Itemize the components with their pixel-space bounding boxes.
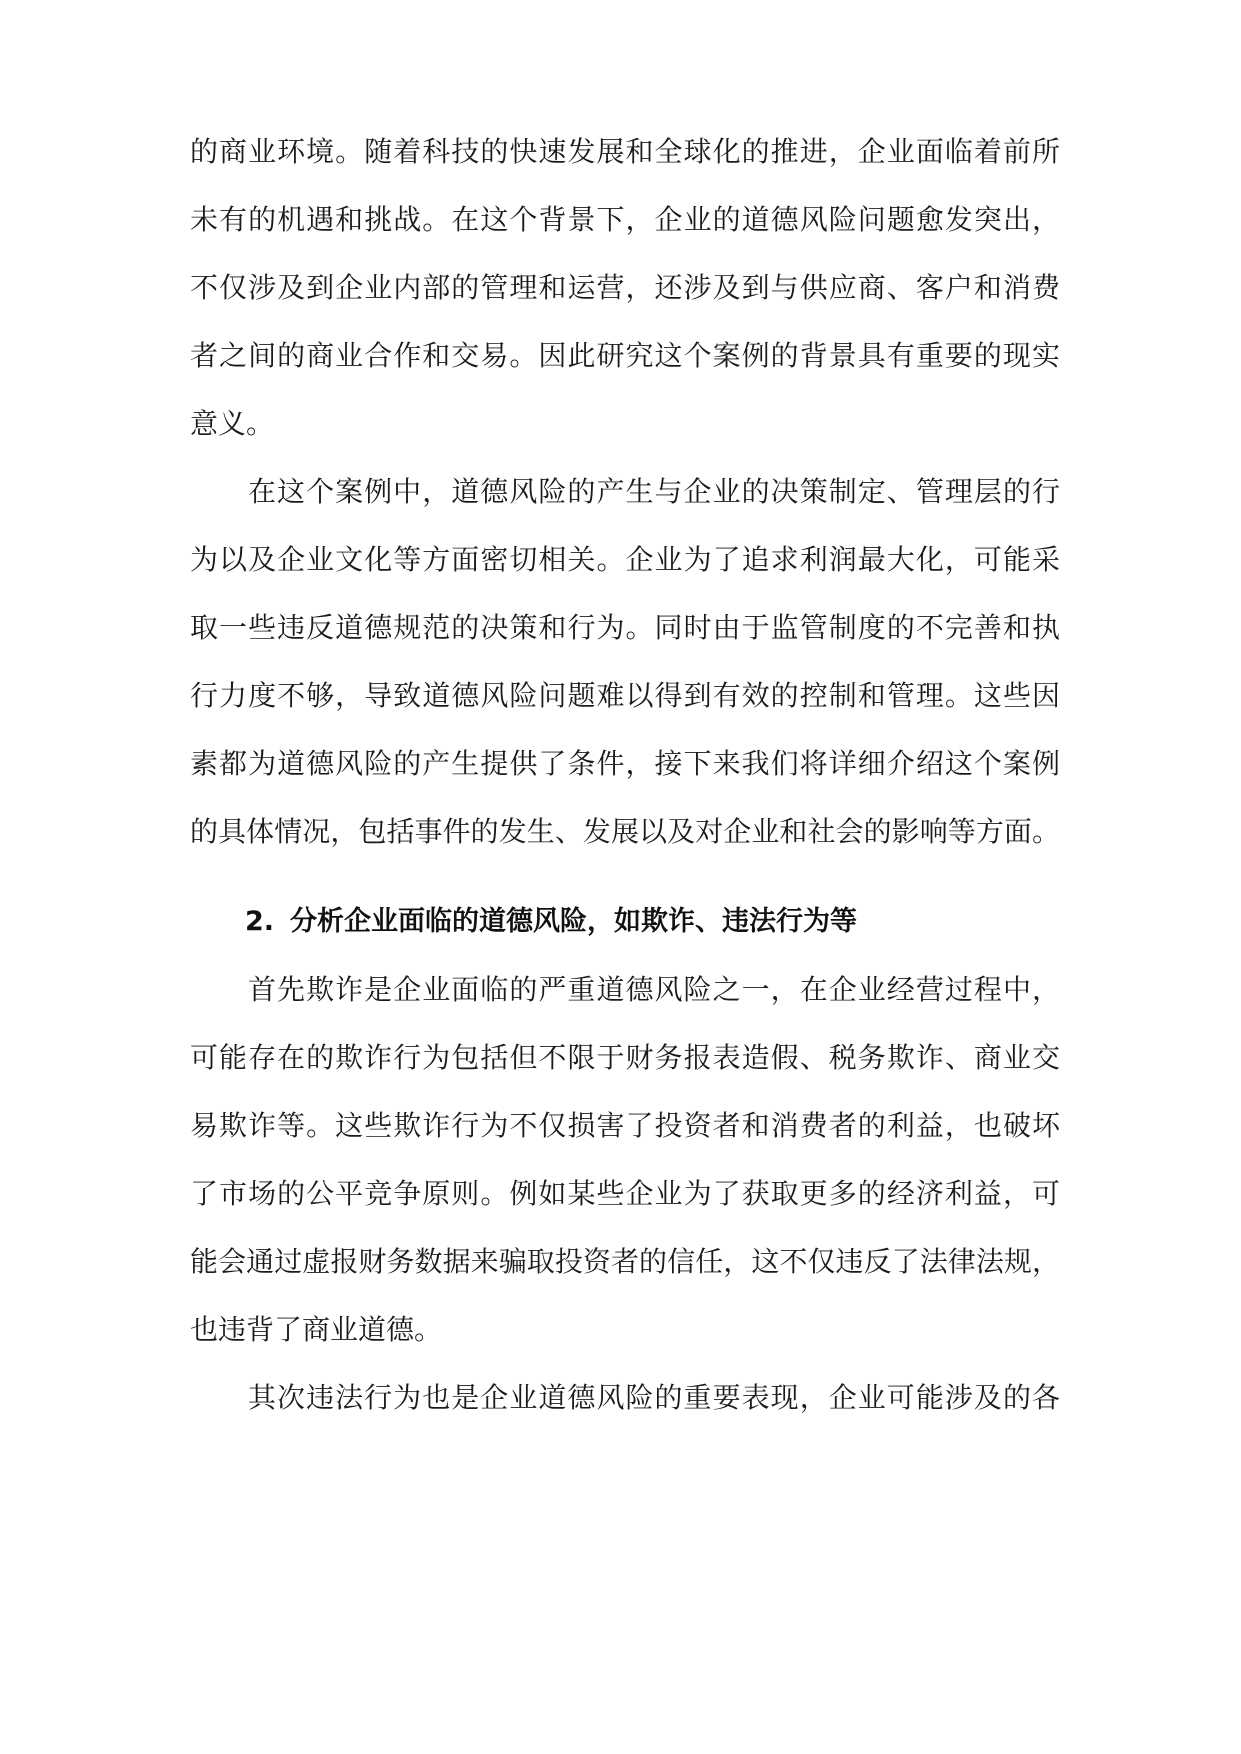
paragraph-3-line-2: 可能存在的欺诈行为包括但不限于财务报表造假、税务欺诈、商业交 bbox=[190, 1041, 1060, 1074]
paragraph-3-line-1: 首先欺诈是企业面临的严重道德风险之一，在企业经营过程中， bbox=[248, 973, 1060, 1006]
paragraph-1-line-2: 未有的机遇和挑战。在这个背景下，企业的道德风险问题愈发突出， bbox=[190, 203, 1060, 236]
paragraph-2-line-3: 取一些违反道德规范的决策和行为。同时由于监管制度的不完善和执 bbox=[190, 611, 1060, 644]
paragraph-3-line-4: 了市场的公平竞争原则。例如某些企业为了获取更多的经济利益，可 bbox=[190, 1177, 1060, 1210]
paragraph-2-line-4: 行力度不够，导致道德风险问题难以得到有效的控制和管理。这些因 bbox=[190, 679, 1060, 712]
paragraph-4-line-1: 其次违法行为也是企业道德风险的重要表现，企业可能涉及的各 bbox=[248, 1381, 1060, 1414]
paragraph-3-line-6: 也违背了商业道德。 bbox=[190, 1313, 443, 1346]
paragraph-2-line-1: 在这个案例中，道德风险的产生与企业的决策制定、管理层的行 bbox=[248, 475, 1060, 508]
section-heading-number: 2. bbox=[245, 906, 275, 937]
section-heading bbox=[245, 902, 857, 942]
paragraph-1-line-5: 意义。 bbox=[190, 407, 275, 440]
paragraph-3-line-3: 易欺诈等。这些欺诈行为不仅损害了投资者和消费者的利益，也破坏 bbox=[190, 1109, 1060, 1142]
paragraph-2-line-2: 为以及企业文化等方面密切相关。企业为了追求利润最大化，可能采 bbox=[190, 543, 1060, 576]
paragraph-1-line-3: 不仅涉及到企业内部的管理和运营，还涉及到与供应商、客户和消费 bbox=[190, 271, 1060, 304]
paragraph-1-line-4: 者之间的商业合作和交易。因此研究这个案例的背景具有重要的现实 bbox=[190, 339, 1060, 372]
paragraph-3-line-5: 能会通过虚报财务数据来骗取投资者的信任，这不仅违反了法律法规， bbox=[190, 1245, 1060, 1278]
paragraph-2-line-5: 素都为道德风险的产生提供了条件，接下来我们将详细介绍这个案例 bbox=[190, 747, 1060, 780]
section-heading-text: 分析企业面临的道德风险，如欺诈、违法行为等 bbox=[290, 906, 858, 937]
paragraph-1-line-1: 的商业环境。随着科技的快速发展和全球化的推进，企业面临着前所 bbox=[190, 135, 1060, 168]
paragraph-2-line-6: 的具体情况，包括事件的发生、发展以及对企业和社会的影响等方面。 bbox=[190, 815, 1060, 848]
